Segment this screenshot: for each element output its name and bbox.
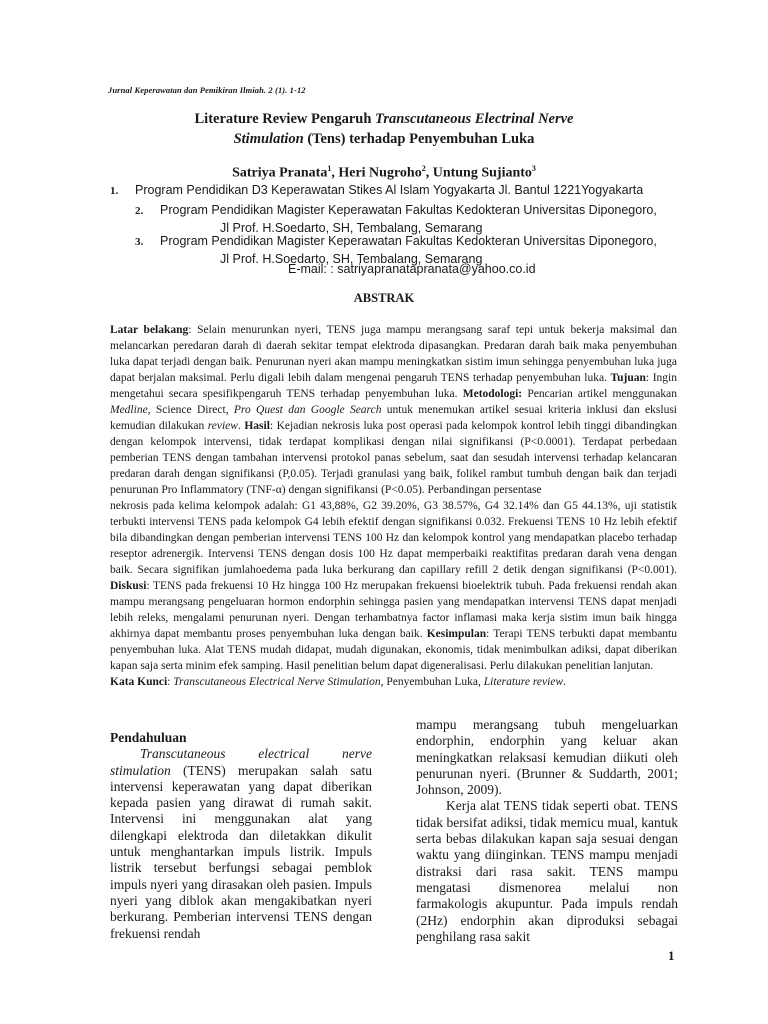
abstract-paragraph: Latar belakang: Selain menurunkan nyeri, TENS juga mampu merangsang saraf tepi untuk bekerja maksimal dan melancarkan peredaran darah di daerah sekitar tempat elektroda dipasangkan. Predaran darah baik maka penyembuhan luka dapat terjadi dengan baik. Penurunan nyeri akan mampu meningkatkan sistim imun sehingga penyembuhan luka juga dapat berjalan maksimal. Perlu digali lebih dalam mengenai pengaruh TENS terhadap penyembuhan luka. Tujuan: Ingin mengetahui secara spesifikpengaruh TENS terhadap penyembuhan luka. Metodologi: Pencarian artikel menggunakan Medline, Science Direct, Pro Quest dan Google Search untuk menemukan artikel sesuai kriteria inklusi dan ekslusi kemudian dilakukan review. Hasil: Kejadian nekrosis luka post operasi pada kelompok kontrol lebih tinggi dibandingkan dengan kelompok intervensi, tidak terdapat komplikasi dengan nilai signifikansi (P<0.0001). Terdapat perbedaan pemberian TENS dengan tambahan intervensi protokol panas sebelum, saat dan sesudah intervensi terhadap kelancaran predaran darah dengan signifikansi (P,0.05). Terjadi granulasi yang baik, folikel rambut tumbuh dengan baik dan terjadi penurunan Pro Inflammatory (TNF-α) dengan signifikansi (P<0.05). Perbandingan persentase	[110, 324, 678, 496]
abstract-body	[110, 322, 677, 690]
body-paragraph: Transcutaneous electrical nerve stimulation (TENS) merupakan salah satu intervensi keperawatan yang dapat diberikan kepada pasien yang dirawat di rumah sakit. Intervensi ini menggunakan alat yang dilengkapi elektroda dan diletakkan dikulit untuk menghantarkan impuls listrik. Impuls listrik tersebut berfungsi sebagai pemblok impuls nyeri yang dirasakan oleh pasien. Impuls nyeri yang diblok akan mengakibatkan nyeri berkurang. Pemberian intervensi TENS dengan frekuensi rendah	[110, 746, 372, 941]
body-paragraph: Kerja alat TENS tidak seperti obat. TENS tidak bersifat adiksi, tidak memicu mual, kantuk serta bebas dilakukan kapan saja sesuai dengan waktu yang diinginkan. TENS mampu menjadi distraksi dari rasa sakit. TENS mampu mengatasi dismenorea melalui non farmakologis akupuntur. Pada impuls rendah (2Hz) endorphin akan diproduksi sebagai penghilang rasa sakit	[416, 798, 678, 944]
affiliation-3: 3. Program Pendidikan Magister Keperawatan Fakultas Kedokteran Universitas Diponegoro, Jl Prof. H.Soedarto, SH, Tembalang, Semarang	[135, 234, 657, 266]
body-paragraph: mampu merangsang tubuh mengeluarkan endorphin, endorphin yang keluar akan meningkatkan relaksasi kemudian diikuti oleh penurunan nyeri. (Brunner & Suddarth, 2001; Johnson, 2009).	[416, 717, 678, 798]
author-name: Heri Nugroho	[338, 165, 422, 181]
affiliation-2: 2. Program Pendidikan Magister Keperawatan Fakultas Kedokteran Universitas Diponegoro, Jl Prof. H.Soedarto, SH, Tembalang, Semarang	[135, 203, 657, 235]
journal-header: Jurnal Keperawatan dan Pemikiran Ilmiah. 2 (1). 1-12	[108, 85, 306, 95]
right-column	[416, 717, 678, 945]
section-heading: Pendahuluan	[110, 730, 187, 745]
author-email: E-mail: : satriyapranatapranata@yahoo.co.id	[288, 262, 536, 276]
affiliation-1: 1. Program Pendidikan D3 Keperawatan Stikes Al Islam Yogyakarta Jl. Bantul 1221Yogyakarta	[110, 183, 644, 197]
page-number: 1	[668, 948, 675, 963]
left-column	[110, 730, 372, 942]
abstract-heading: ABSTRAK	[353, 291, 415, 305]
abstract-paragraph: nekrosis pada kelima kelompok adalah: G1 43,88%, G2 39.20%, G3 38.57%, G4 32.14% dan G5 44.13%, uji statistik terbukti intervensi TENS pada kelompok G4 lebih efektif dengan signifikansi 0.032. Frekuensi TENS 10 Hz lebih efektif bila dibandingkan dengan pemberian intervensi TENS 100 Hz dan kelompok kontrol yang mendapatkan placebo terhadap reseptor adrenergik. Intervensi TENS dengan dosis 100 Hz dapat memperbaiki reaktifitas predaran darah vena dengan baik. Secara signifikan jumlahoedema pada luka berkurang dan capillary refill 2 detik dengan signifikansi (P<0.001). Diskusi: TENS pada frekuensi 10 Hz hingga 100 Hz merupakan frekuensi bioelektrik tubuh. Pada frekuensi rendah akan mampu merangsang pengeluaran hormon endorphin sehingga pasien yang mendapatkan intervensi TENS dapat menjadi lebih releks, mengalami penurunan nyeri. Dengan terhambatnya factor inflamasi maka kerja sistim imun baik hingga akhirnya dapat membantu proses penyembuhan luka dengan baik. Kesimpulan: Terapi TENS terbukti dapat membantu penyembuhan luka. Alat TENS mudah didapat, mudah digunakan, ekonomis, tidak menimbulkan adiksi, dapat diberikan kapan saja serta minim efek samping. Hasil penelitian belum dapat digeneralisasi. Perlu dilakukan penelitian lanjutan.	[110, 500, 677, 672]
paper-title: Literature Review Pengaruh Transcutaneous Electrinal Nerve Stimulation (Tens) terhadap Penyembuhan Luka	[194, 111, 574, 147]
author-name: Satriya Pranata	[232, 165, 328, 181]
keywords: Kata Kunci: Transcutaneous Electrical Nerve Stimulation, Penyembuhan Luka, Literature review.	[110, 676, 566, 688]
author-name: Untung Sujianto	[432, 165, 532, 181]
author-list: Satriya Pranata$^1$, Heri Nugroho$^2$, Untung Sujianto$^3$	[232, 164, 536, 181]
